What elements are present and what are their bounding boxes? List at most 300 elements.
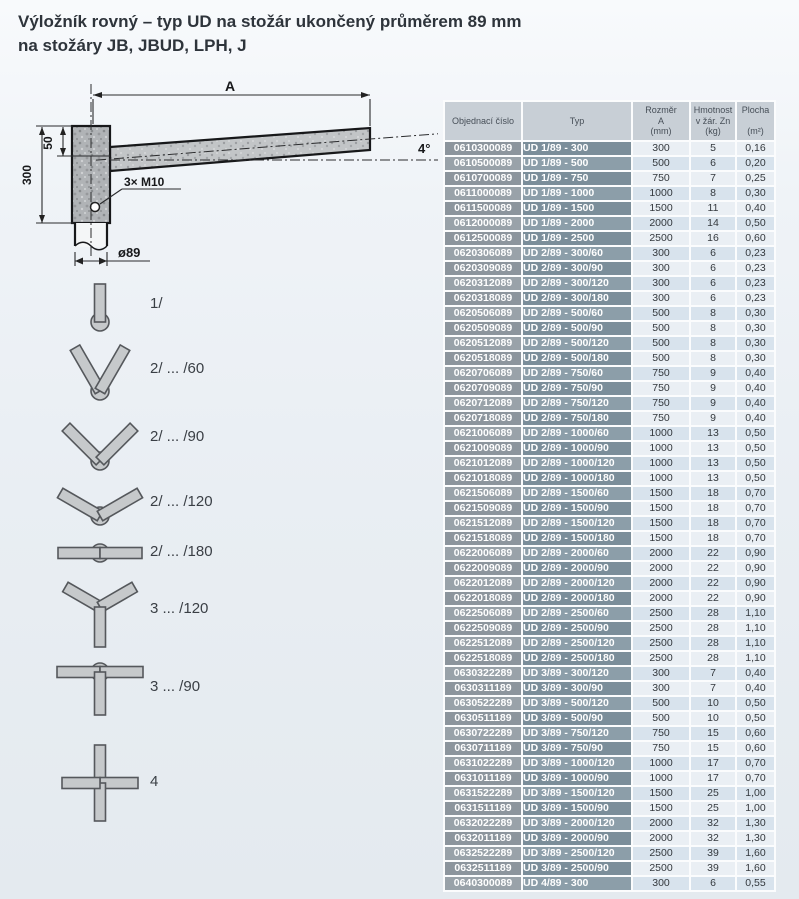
dimension-cell: 500 — [633, 307, 689, 320]
area-cell: 0,40 — [737, 412, 774, 425]
table-row — [445, 142, 774, 155]
area-cell: 0,23 — [737, 292, 774, 305]
order-number-cell: 0612500089 — [445, 232, 521, 245]
order-number-cell: 0620709089 — [445, 382, 521, 395]
order-number-cell: 0622018089 — [445, 592, 521, 605]
order-number-cell: 0620306089 — [445, 247, 521, 260]
order-number-cell: 0611500089 — [445, 202, 521, 215]
order-number-cell: 0630311189 — [445, 682, 521, 695]
table-row — [445, 712, 774, 725]
weight-cell: 15 — [691, 727, 735, 740]
area-cell: 0,40 — [737, 667, 774, 680]
dimension-cell: 300 — [633, 682, 689, 695]
type-cell: UD 2/89 - 750/180 — [523, 412, 631, 425]
area-cell: 1,00 — [737, 787, 774, 800]
dimension-cell: 1500 — [633, 502, 689, 515]
order-number-cell: 0622518089 — [445, 652, 521, 665]
table-row — [445, 607, 774, 620]
table-row — [445, 517, 774, 530]
weight-cell: 13 — [691, 472, 735, 485]
weight-cell: 28 — [691, 607, 735, 620]
area-cell: 0,50 — [737, 217, 774, 230]
table-row — [445, 847, 774, 860]
table-row — [445, 367, 774, 380]
order-number-cell: 0620509089 — [445, 322, 521, 335]
table-row — [445, 502, 774, 515]
dimension-cell: 750 — [633, 382, 689, 395]
table-row — [445, 262, 774, 275]
dim-300-label: 300 — [20, 164, 34, 186]
type-cell: UD 3/89 - 500/120 — [523, 697, 631, 710]
type-cell: UD 2/89 - 300/120 — [523, 277, 631, 290]
table-row — [445, 187, 774, 200]
area-cell: 1,10 — [737, 607, 774, 620]
area-cell: 0,23 — [737, 247, 774, 260]
col-header-area: Plocha (m²) — [737, 102, 774, 140]
dimension-cell: 2000 — [633, 817, 689, 830]
angle-label: 4° — [418, 141, 431, 156]
table-row — [445, 862, 774, 875]
table-row — [445, 397, 774, 410]
weight-cell: 17 — [691, 757, 735, 770]
dimension-cell: 1000 — [633, 457, 689, 470]
table-row — [445, 622, 774, 635]
area-cell: 0,20 — [737, 157, 774, 170]
weight-cell: 11 — [691, 202, 735, 215]
order-number-cell: 0610300089 — [445, 142, 521, 155]
col-header-order-number: Objednací číslo — [445, 102, 521, 140]
area-cell: 1,10 — [737, 637, 774, 650]
table-row — [445, 817, 774, 830]
weight-cell: 22 — [691, 547, 735, 560]
order-number-cell: 0620706089 — [445, 367, 521, 380]
dimension-cell: 1500 — [633, 202, 689, 215]
table-row — [445, 772, 774, 785]
area-cell: 0,70 — [737, 487, 774, 500]
col-header-dimension-a: Rozměr A (mm) — [633, 102, 689, 140]
page-title — [18, 10, 538, 58]
type-cell: UD 3/89 - 2000/120 — [523, 817, 631, 830]
area-cell: 0,55 — [737, 877, 774, 890]
table-row — [445, 532, 774, 545]
order-number-cell: 0611000089 — [445, 187, 521, 200]
weight-cell: 18 — [691, 487, 735, 500]
area-cell: 0,70 — [737, 757, 774, 770]
dimension-cell: 1000 — [633, 442, 689, 455]
type-cell: UD 4/89 - 300 — [523, 877, 631, 890]
dimension-cell: 2500 — [633, 622, 689, 635]
table-row — [445, 562, 774, 575]
weight-cell: 22 — [691, 562, 735, 575]
weight-cell: 6 — [691, 877, 735, 890]
dimension-cell: 300 — [633, 247, 689, 260]
area-cell: 1,00 — [737, 802, 774, 815]
type-cell: UD 2/89 - 1000/60 — [523, 427, 631, 440]
area-cell: 0,70 — [737, 772, 774, 785]
area-cell: 0,90 — [737, 577, 774, 590]
weight-cell: 13 — [691, 442, 735, 455]
table-row — [445, 832, 774, 845]
weight-cell: 22 — [691, 592, 735, 605]
weight-cell: 6 — [691, 262, 735, 275]
order-number-cell: 0620712089 — [445, 397, 521, 410]
dimension-a — [93, 80, 370, 126]
type-cell: UD 2/89 - 2500/90 — [523, 622, 631, 635]
type-cell: UD 2/89 - 300/180 — [523, 292, 631, 305]
weight-cell: 7 — [691, 682, 735, 695]
type-cell: UD 3/89 - 1000/90 — [523, 772, 631, 785]
area-cell: 0,70 — [737, 517, 774, 530]
table-row — [445, 802, 774, 815]
area-cell: 1,30 — [737, 832, 774, 845]
dimension-cell: 1000 — [633, 187, 689, 200]
dimension-cell: 2000 — [633, 562, 689, 575]
order-number-cell: 0622506089 — [445, 607, 521, 620]
dimension-cell: 750 — [633, 742, 689, 755]
order-number-cell: 0621018089 — [445, 472, 521, 485]
area-cell: 0,23 — [737, 262, 774, 275]
order-number-cell: 0621509089 — [445, 502, 521, 515]
dimension-cell: 1000 — [633, 472, 689, 485]
table-row — [445, 877, 774, 890]
type-cell: UD 1/89 - 1000 — [523, 187, 631, 200]
type-cell: UD 2/89 - 2000/60 — [523, 547, 631, 560]
area-cell: 1,10 — [737, 622, 774, 635]
type-cell: UD 3/89 - 300/90 — [523, 682, 631, 695]
area-cell: 0,50 — [737, 457, 774, 470]
type-cell: UD 2/89 - 2500/60 — [523, 607, 631, 620]
symbol-arm — [95, 284, 106, 322]
order-number-cell: 0621009089 — [445, 442, 521, 455]
dimension-cell: 1500 — [633, 517, 689, 530]
weight-cell: 15 — [691, 742, 735, 755]
type-cell: UD 3/89 - 2000/90 — [523, 832, 631, 845]
weight-cell: 6 — [691, 157, 735, 170]
table-row — [445, 457, 774, 470]
type-cell: UD 2/89 - 500/60 — [523, 307, 631, 320]
area-cell: 0,50 — [737, 442, 774, 455]
weight-cell: 32 — [691, 832, 735, 845]
weight-cell: 13 — [691, 457, 735, 470]
weight-cell: 28 — [691, 622, 735, 635]
area-cell: 0,30 — [737, 187, 774, 200]
order-number-cell: 0612000089 — [445, 217, 521, 230]
area-cell: 0,40 — [737, 382, 774, 395]
area-cell: 0,40 — [737, 397, 774, 410]
dimension-cell: 2000 — [633, 577, 689, 590]
weight-cell: 18 — [691, 532, 735, 545]
weight-cell: 22 — [691, 577, 735, 590]
order-number-cell: 0620718089 — [445, 412, 521, 425]
weight-cell: 7 — [691, 172, 735, 185]
weight-cell: 14 — [691, 217, 735, 230]
symbol-arm — [62, 778, 100, 789]
area-cell: 0,70 — [737, 532, 774, 545]
dimension-cell: 2500 — [633, 847, 689, 860]
area-cell: 0,90 — [737, 562, 774, 575]
type-cell: UD 2/89 - 750/60 — [523, 367, 631, 380]
area-cell: 0,30 — [737, 352, 774, 365]
col-header-type: Typ — [523, 102, 631, 140]
type-cell: UD 3/89 - 1500/120 — [523, 787, 631, 800]
symbol-label: 2/ ... /180 — [150, 543, 213, 560]
area-cell: 0,50 — [737, 697, 774, 710]
table-row — [445, 592, 774, 605]
type-cell: UD 2/89 - 2000/120 — [523, 577, 631, 590]
area-cell: 1,30 — [737, 817, 774, 830]
table-row — [445, 757, 774, 770]
dimension-cell: 2000 — [633, 592, 689, 605]
type-cell: UD 2/89 - 2500/120 — [523, 637, 631, 650]
area-cell: 0,60 — [737, 232, 774, 245]
type-cell: UD 2/89 - 500/90 — [523, 322, 631, 335]
dimension-cell: 1500 — [633, 487, 689, 500]
order-number-cell: 0622009089 — [445, 562, 521, 575]
order-number-cell: 0620518089 — [445, 352, 521, 365]
order-number-cell: 0630711189 — [445, 742, 521, 755]
area-cell: 0,60 — [737, 727, 774, 740]
order-number-cell: 0632022289 — [445, 817, 521, 830]
symbol-label: 2/ ... /120 — [150, 493, 213, 510]
weight-cell: 6 — [691, 277, 735, 290]
type-cell: UD 3/89 - 1000/120 — [523, 757, 631, 770]
dimension-cell: 750 — [633, 172, 689, 185]
table-row — [445, 247, 774, 260]
order-number-cell: 0631022289 — [445, 757, 521, 770]
dimension-cell: 2500 — [633, 862, 689, 875]
type-cell: UD 3/89 - 750/90 — [523, 742, 631, 755]
table-header-row — [445, 102, 774, 140]
weight-cell: 17 — [691, 772, 735, 785]
order-number-cell: 0621506089 — [445, 487, 521, 500]
dimension-cell: 2000 — [633, 547, 689, 560]
weight-cell: 16 — [691, 232, 735, 245]
diameter-label: ø89 — [118, 245, 141, 260]
area-cell: 1,60 — [737, 847, 774, 860]
weight-cell: 25 — [691, 802, 735, 815]
four-arm-icon — [35, 718, 165, 848]
order-number-cell: 0621512089 — [445, 517, 521, 530]
weight-cell: 28 — [691, 652, 735, 665]
dimension-cell: 750 — [633, 367, 689, 380]
weight-cell: 8 — [691, 187, 735, 200]
table-row — [445, 157, 774, 170]
order-number-cell: 0610500089 — [445, 157, 521, 170]
table-row — [445, 427, 774, 440]
type-cell: UD 3/89 - 300/120 — [523, 667, 631, 680]
table-row — [445, 742, 774, 755]
weight-cell: 10 — [691, 697, 735, 710]
dimension-cell: 750 — [633, 727, 689, 740]
order-number-cell: 0632522289 — [445, 847, 521, 860]
table-row — [445, 352, 774, 365]
type-cell: UD 1/89 - 2500 — [523, 232, 631, 245]
table-row — [445, 727, 774, 740]
table-row — [445, 487, 774, 500]
weight-cell: 18 — [691, 517, 735, 530]
dimension-cell: 2000 — [633, 217, 689, 230]
type-cell: UD 1/89 - 300 — [523, 142, 631, 155]
type-cell: UD 2/89 - 2000/180 — [523, 592, 631, 605]
dimension-cell: 300 — [633, 667, 689, 680]
table-row — [445, 172, 774, 185]
symbol-arm — [95, 672, 106, 715]
order-number-cell: 0621012089 — [445, 457, 521, 470]
symbol-label: 3 ... /90 — [150, 678, 201, 695]
weight-cell: 25 — [691, 787, 735, 800]
weight-cell: 28 — [691, 637, 735, 650]
dimension-cell: 1000 — [633, 772, 689, 785]
weight-cell: 6 — [691, 247, 735, 260]
type-cell: UD 1/89 - 1500 — [523, 202, 631, 215]
dimension-cell: 2500 — [633, 607, 689, 620]
type-cell: UD 2/89 - 500/120 — [523, 337, 631, 350]
table-row — [445, 472, 774, 485]
catalog-table — [443, 100, 776, 892]
order-number-cell: 0631011189 — [445, 772, 521, 785]
type-cell: UD 1/89 - 750 — [523, 172, 631, 185]
type-cell: UD 2/89 - 750/120 — [523, 397, 631, 410]
table-row — [445, 337, 774, 350]
weight-cell: 6 — [691, 292, 735, 305]
order-number-cell: 0620309089 — [445, 262, 521, 275]
type-cell: UD 3/89 - 750/120 — [523, 727, 631, 740]
weight-cell: 5 — [691, 142, 735, 155]
dimension-cell: 1000 — [633, 757, 689, 770]
table-row — [445, 232, 774, 245]
weight-cell: 39 — [691, 862, 735, 875]
order-number-cell: 0620512089 — [445, 337, 521, 350]
type-cell: UD 2/89 - 1000/180 — [523, 472, 631, 485]
symbol-label: 1/ — [150, 295, 163, 312]
symbol-arm — [95, 345, 130, 394]
table-row — [445, 217, 774, 230]
table-row — [445, 667, 774, 680]
type-cell: UD 2/89 - 1500/120 — [523, 517, 631, 530]
catalog-table-body — [445, 142, 774, 890]
weight-cell: 8 — [691, 307, 735, 320]
area-cell: 1,60 — [737, 862, 774, 875]
area-cell: 0,50 — [737, 427, 774, 440]
order-number-cell: 0630722289 — [445, 727, 521, 740]
table-row — [445, 682, 774, 695]
dimension-cell: 750 — [633, 397, 689, 410]
table-row — [445, 637, 774, 650]
order-number-cell: 0622509089 — [445, 622, 521, 635]
table-row — [445, 382, 774, 395]
type-cell: UD 3/89 - 500/90 — [523, 712, 631, 725]
weight-cell: 9 — [691, 397, 735, 410]
weight-cell: 9 — [691, 382, 735, 395]
dimension-cell: 1500 — [633, 802, 689, 815]
weight-cell: 9 — [691, 367, 735, 380]
order-number-cell: 0632011189 — [445, 832, 521, 845]
symbol-label: 2/ ... /90 — [150, 428, 205, 445]
table-row — [445, 307, 774, 320]
dimension-cell: 2500 — [633, 232, 689, 245]
table-row — [445, 202, 774, 215]
symbol-label: 2/ ... /60 — [150, 360, 205, 377]
area-cell: 0,90 — [737, 547, 774, 560]
dimension-cell: 1500 — [633, 787, 689, 800]
weight-cell: 10 — [691, 712, 735, 725]
dimension-cell: 300 — [633, 142, 689, 155]
table-row — [445, 442, 774, 455]
area-cell: 0,25 — [737, 172, 774, 185]
dim-a-label: A — [224, 80, 236, 94]
symbol-arm — [100, 667, 143, 678]
type-cell: UD 2/89 - 1500/90 — [523, 502, 631, 515]
area-cell: 0,70 — [737, 502, 774, 515]
table-row — [445, 577, 774, 590]
table-row — [445, 652, 774, 665]
page-title-line2: na stožáry JB, JBUD, LPH, J — [18, 36, 247, 55]
dimension-cell: 2500 — [633, 652, 689, 665]
type-cell: UD 2/89 - 2000/90 — [523, 562, 631, 575]
area-cell: 0,40 — [737, 367, 774, 380]
type-cell: UD 2/89 - 300/90 — [523, 262, 631, 275]
order-number-cell: 0621518089 — [445, 532, 521, 545]
area-cell: 0,23 — [737, 277, 774, 290]
order-number-cell: 0620506089 — [445, 307, 521, 320]
dimension-cell: 750 — [633, 412, 689, 425]
dimension-cell: 1500 — [633, 532, 689, 545]
type-cell: UD 3/89 - 2500/90 — [523, 862, 631, 875]
weight-cell: 9 — [691, 412, 735, 425]
table-row — [445, 277, 774, 290]
bolt-hole — [91, 203, 100, 212]
table-row — [445, 292, 774, 305]
order-number-cell: 0631511189 — [445, 802, 521, 815]
order-number-cell: 0622512089 — [445, 637, 521, 650]
area-cell: 0,60 — [737, 742, 774, 755]
symbol-arm — [57, 667, 100, 678]
type-cell: UD 1/89 - 500 — [523, 157, 631, 170]
type-cell: UD 2/89 - 1000/90 — [523, 442, 631, 455]
dimension-cell: 500 — [633, 697, 689, 710]
area-cell: 0,40 — [737, 202, 774, 215]
order-number-cell: 0631522289 — [445, 787, 521, 800]
type-cell: UD 2/89 - 750/90 — [523, 382, 631, 395]
dimension-cell: 500 — [633, 157, 689, 170]
area-cell: 0,30 — [737, 307, 774, 320]
area-cell: 0,50 — [737, 472, 774, 485]
weight-cell: 8 — [691, 337, 735, 350]
weight-cell: 32 — [691, 817, 735, 830]
order-number-cell: 0630322289 — [445, 667, 521, 680]
area-cell: 0,90 — [737, 592, 774, 605]
table-row — [445, 412, 774, 425]
type-cell: UD 2/89 - 1500/60 — [523, 487, 631, 500]
order-number-cell: 0622012089 — [445, 577, 521, 590]
table-row — [445, 547, 774, 560]
order-number-cell: 0640300089 — [445, 877, 521, 890]
order-number-cell: 0622006089 — [445, 547, 521, 560]
dimension-cell: 2000 — [633, 832, 689, 845]
page-title-line1: Výložník rovný – typ UD na stožár ukončený průměrem 89 mm — [18, 12, 522, 31]
order-number-cell: 0630522289 — [445, 697, 521, 710]
weight-cell: 18 — [691, 502, 735, 515]
weight-cell: 8 — [691, 322, 735, 335]
area-cell: 0,30 — [737, 337, 774, 350]
dimension-cell: 300 — [633, 262, 689, 275]
table-row — [445, 322, 774, 335]
type-cell: UD 2/89 - 1500/180 — [523, 532, 631, 545]
type-cell: UD 2/89 - 1000/120 — [523, 457, 631, 470]
order-number-cell: 0610700089 — [445, 172, 521, 185]
dimension-cell: 2500 — [633, 637, 689, 650]
technical-drawing — [18, 80, 438, 272]
